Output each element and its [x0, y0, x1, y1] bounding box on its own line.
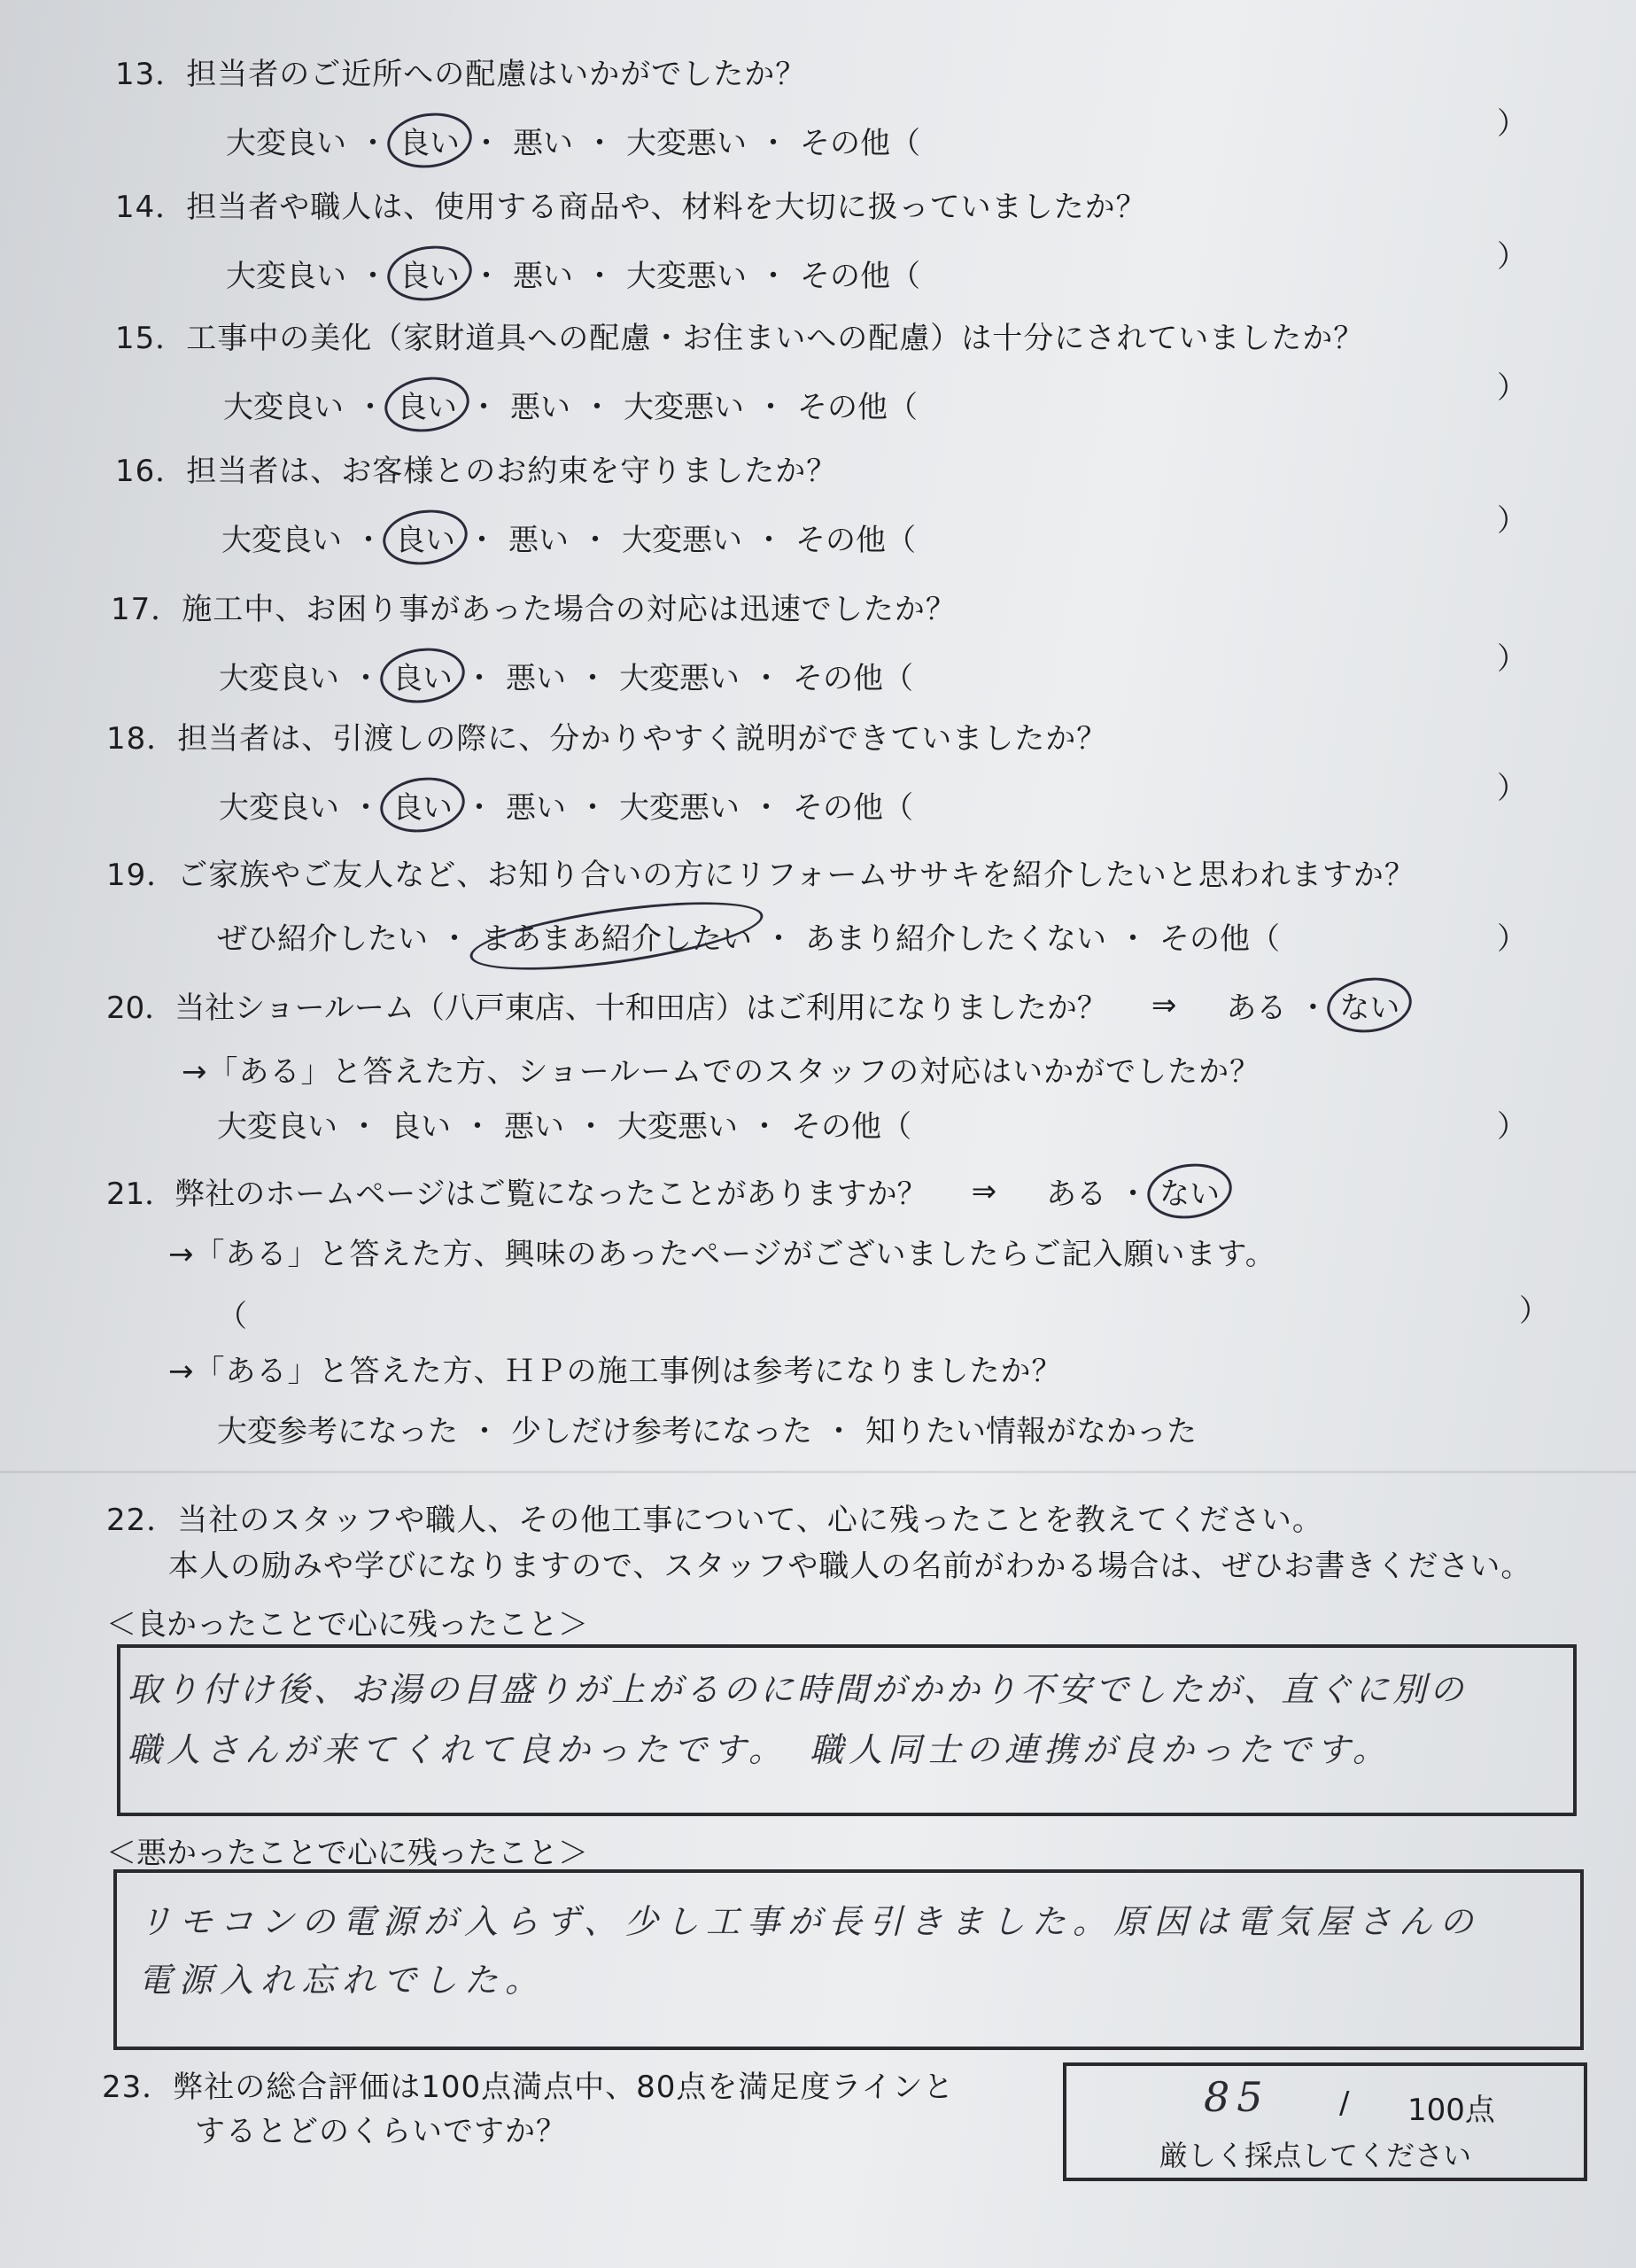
- arrow-icon: ⇒: [971, 1173, 997, 1209]
- option-bad[interactable]: 悪い: [513, 126, 573, 161]
- bad-comment-box[interactable]: [113, 1869, 1584, 2050]
- question-13-title: 13．担当者のご近所への配慮はいかがでしたか？: [115, 57, 807, 92]
- option-bad[interactable]: 悪い: [513, 259, 573, 294]
- separator: ・: [585, 259, 615, 294]
- option-bad[interactable]: 悪い: [510, 390, 570, 425]
- separator: ・: [471, 259, 501, 294]
- option-no[interactable]: ない: [1339, 983, 1400, 1027]
- separator: ・: [351, 661, 381, 696]
- bad-comment-line-2: 電源入れ忘れでした。: [138, 1961, 547, 2000]
- separator: ・: [756, 390, 786, 425]
- bad-comment-line-1: リモコンの電源が入らず、少し工事が長引きました。原因は電気屋さんの: [138, 1902, 1480, 1941]
- option-very-bad[interactable]: 大変悪い: [624, 390, 744, 425]
- option-very-bad[interactable]: 大変悪い: [619, 661, 740, 696]
- separator: ・: [462, 1109, 492, 1145]
- separator: ・: [351, 790, 381, 826]
- separator: ・: [439, 921, 469, 957]
- question-15-title: 15．工事中の美化（家財道具への配慮・お住まいへの配慮）は十分にされていましたか？: [115, 321, 1365, 356]
- separator: ・: [585, 126, 615, 161]
- close-paren: ）: [1497, 106, 1527, 142]
- separator: ・: [467, 523, 497, 558]
- option-very-bad[interactable]: 大変悪い: [622, 523, 742, 558]
- good-comment-box[interactable]: [117, 1644, 1577, 1816]
- close-paren: ）: [1497, 503, 1527, 539]
- option-other[interactable]: その他（: [1159, 921, 1280, 957]
- separator: ・: [471, 126, 501, 161]
- separator: ・: [576, 1109, 606, 1145]
- good-comment-line-1: 取り付け後、お湯の目盛りが上がるのに時間がかかり不安でしたが、直ぐに別の: [128, 1670, 1468, 1709]
- score-max: 100点: [1407, 2093, 1495, 2128]
- separator: ・: [469, 1414, 500, 1449]
- question-20-followup: →「ある」と答えた方、ショールームでのスタッフの対応はいかがでしたか？: [182, 1054, 1261, 1090]
- score-value: 85: [1204, 2073, 1270, 2121]
- option-bad[interactable]: 悪い: [506, 661, 566, 696]
- close-paren: ）: [1497, 1109, 1527, 1145]
- separator: ・: [764, 921, 794, 957]
- question-21-options: [217, 1407, 1197, 1450]
- option-other[interactable]: その他（: [800, 126, 920, 161]
- question-17-options: [219, 654, 913, 697]
- separator: ・: [464, 790, 494, 826]
- option-maamaa[interactable]: まあまあ紹介したい: [481, 914, 752, 958]
- separator: ・: [464, 661, 494, 696]
- option-very-good[interactable]: 大変良い: [219, 661, 339, 696]
- bad-comment-label: ＜悪かったことで心に残ったこと＞: [106, 1836, 588, 1871]
- option-other[interactable]: その他（: [793, 661, 913, 696]
- option-very-bad[interactable]: 大変悪い: [626, 126, 747, 161]
- question-18-title: 18．担当者は、引渡しの際に、分かりやすく説明ができていましたか？: [106, 721, 1108, 757]
- option-other[interactable]: その他（: [795, 523, 916, 558]
- option-yes[interactable]: ある: [1046, 1177, 1107, 1212]
- option-very-good[interactable]: 大変良い: [219, 790, 339, 826]
- question-22-title: 22．当社のスタッフや職人、その他工事について、心に残ったことを教えてください。: [106, 1503, 1323, 1538]
- option-other[interactable]: その他（: [800, 259, 920, 294]
- separator: ・: [580, 523, 610, 558]
- separator: ・: [469, 390, 499, 425]
- close-paren: ）: [1497, 771, 1527, 806]
- option-very-bad[interactable]: 大変悪い: [619, 790, 740, 826]
- separator: ・: [578, 661, 608, 696]
- option-bad[interactable]: 悪い: [504, 1109, 564, 1145]
- question-19-options: [217, 914, 1280, 958]
- open-paren: （: [217, 1299, 248, 1334]
- separator: ・: [349, 1109, 379, 1145]
- separator: ・: [758, 259, 788, 294]
- option-very-good[interactable]: 大変良い: [226, 259, 346, 294]
- option-no-info[interactable]: 知りたい情報がなかった: [865, 1414, 1197, 1449]
- close-paren: ）: [1497, 239, 1527, 275]
- question-16-options: [221, 516, 916, 559]
- question-21-header: [106, 1169, 1220, 1213]
- option-very-good[interactable]: 大変良い: [223, 390, 344, 425]
- option-very-bad[interactable]: 大変悪い: [617, 1109, 738, 1145]
- option-very-bad[interactable]: 大変悪い: [626, 259, 747, 294]
- question-20-header: [106, 983, 1400, 1027]
- separator: ・: [751, 790, 781, 826]
- question-15-options: [223, 383, 918, 426]
- question-18-options: [219, 783, 913, 827]
- option-zehi[interactable]: ぜひ紹介したい: [217, 921, 428, 957]
- option-other[interactable]: その他（: [797, 390, 918, 425]
- question-16-title: 16．担当者は、お客様とのお約束を守りましたか？: [115, 454, 838, 489]
- option-good[interactable]: 良い: [392, 783, 453, 827]
- close-paren: ）: [1497, 370, 1527, 406]
- close-paren: ）: [1519, 1293, 1549, 1329]
- option-very-helpful[interactable]: 大変参考になった: [217, 1414, 458, 1449]
- option-amari[interactable]: あまり紹介したくない: [805, 921, 1106, 957]
- question-23-title-line-1: 23．弊社の総合評価は100点満点中、80点を満足度ラインと: [102, 2070, 955, 2105]
- separator: ・: [1118, 921, 1148, 957]
- question-20-options: [217, 1102, 911, 1146]
- option-good[interactable]: 良い: [397, 383, 457, 426]
- option-other[interactable]: その他（: [791, 1109, 911, 1145]
- option-yes[interactable]: ある: [1226, 990, 1287, 1026]
- option-good[interactable]: 良い: [395, 516, 455, 559]
- arrow-icon: ⇒: [1151, 987, 1177, 1023]
- separator: ・: [578, 790, 608, 826]
- separator: ・: [358, 259, 388, 294]
- option-somewhat-helpful[interactable]: 少しだけ参考になった: [511, 1414, 812, 1449]
- question-13-options: [226, 119, 920, 162]
- question-17-title: 17．施工中、お困り事があった場合の対応は迅速でしたか？: [111, 592, 957, 627]
- separator: ・: [1298, 990, 1329, 1026]
- option-good[interactable]: 良い: [399, 119, 460, 162]
- option-good[interactable]: 良い: [399, 252, 460, 295]
- separator: ・: [1118, 1177, 1149, 1212]
- score-slash: /: [1339, 2085, 1350, 2121]
- option-very-good[interactable]: 大変良い: [226, 126, 346, 161]
- option-no[interactable]: ない: [1159, 1169, 1220, 1213]
- option-other[interactable]: その他（: [793, 790, 913, 826]
- option-good[interactable]: 良い: [391, 1109, 451, 1145]
- separator: ・: [355, 390, 385, 425]
- option-good[interactable]: 良い: [392, 654, 453, 697]
- separator: ・: [358, 126, 388, 161]
- separator: ・: [353, 523, 384, 558]
- good-comment-label: ＜良かったことで心に残ったこと＞: [106, 1607, 588, 1643]
- question-14-title: 14．担当者や職人は、使用する商品や、材料を大切に扱っていましたか？: [115, 190, 1147, 225]
- option-bad[interactable]: 悪い: [508, 523, 569, 558]
- close-paren: ）: [1497, 641, 1527, 677]
- separator: ・: [751, 661, 781, 696]
- question-21-followup-1: →「ある」と答えた方、興味のあったページがございましたらご記入願います。: [168, 1237, 1276, 1272]
- good-comment-line-2: 職人さんが来てくれて良かったです。 職人同士の連携が良かったです。: [128, 1730, 1392, 1769]
- question-20-title: 20．当社ショールーム（八戸東店、十和田店）はご利用になりましたか？: [106, 990, 1107, 1026]
- question-22-subtitle: 本人の励みや学びになりますので、スタッフや職人の名前がわかる場合は、ぜひお書きください。: [168, 1549, 1532, 1584]
- question-19-title: 19．ご家族やご友人など、お知り合いの方にリフォームササキを紹介したいと思われますか？: [106, 858, 1415, 893]
- separator: ・: [582, 390, 612, 425]
- option-very-good[interactable]: 大変良い: [221, 523, 342, 558]
- question-14-options: [226, 252, 920, 295]
- score-box[interactable]: [1063, 2062, 1587, 2181]
- question-23-title-line-2: するとどのくらいですか？: [195, 2114, 567, 2149]
- close-paren: ）: [1497, 921, 1527, 957]
- separator: ・: [754, 523, 784, 558]
- separator: ・: [758, 126, 788, 161]
- question-21-title: 21．弊社のホームページはご覧になったことがありますか？: [106, 1177, 927, 1212]
- separator: ・: [824, 1414, 854, 1449]
- separator: ・: [749, 1109, 779, 1145]
- option-bad[interactable]: 悪い: [506, 790, 566, 826]
- question-21-followup-2: →「ある」と答えた方、ＨＰの施工事例は参考になりましたか？: [168, 1354, 1063, 1389]
- option-very-good[interactable]: 大変良い: [217, 1109, 337, 1145]
- score-note: 厳しく採点してください: [1159, 2139, 1472, 2172]
